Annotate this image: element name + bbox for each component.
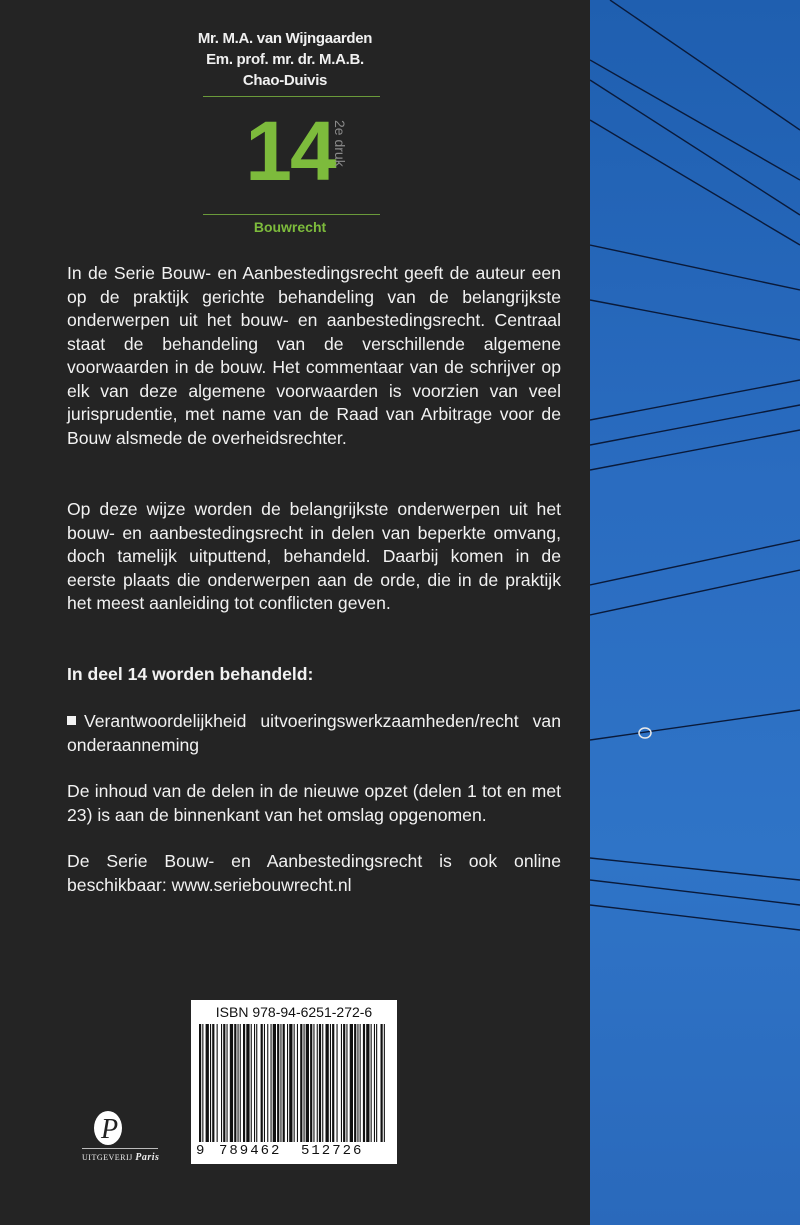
bottom-divider [203,214,380,215]
author-names [180,28,390,91]
paragraph-contents: De inhoud van de delen in de nieuwe opzet (delen 1 tot en met 23) is aan de binnenkant van het omslag opgenomen. [67,781,561,825]
barcode-bar [246,1024,249,1142]
barcode-bar [363,1024,365,1142]
bullet-icon [67,716,76,725]
barcode-bar [256,1024,257,1142]
volume-number: 14 [245,104,335,198]
publisher-logo-icon [82,1108,158,1148]
barcode-bar [230,1024,233,1142]
barcode-bar [376,1024,377,1142]
barcode-bar [341,1024,342,1142]
barcode-bar [217,1024,218,1142]
barcode-bar [337,1024,338,1142]
barcode-bar [304,1024,305,1142]
barcode-bar [317,1024,318,1142]
isbn-barcode [191,1000,397,1164]
barcode-bar [343,1024,345,1142]
barcode-bar [199,1024,201,1142]
paragraph-online: De Serie Bouw- en Aanbestedingsrecht is ook online beschikbaar: www.seriebouwrecht.nl [67,851,561,895]
topics-list [67,710,561,757]
barcode-bar [371,1024,372,1142]
barcode-bar [280,1024,281,1142]
barcode-bar [223,1024,225,1142]
list-item [67,710,561,757]
barcode-bar [300,1024,302,1142]
author-line: Mr. M.A. van Wijngaarden [197,30,373,47]
barcode-bar [289,1024,292,1142]
online-note [67,850,561,897]
series-title: Bouwrecht [253,219,327,235]
description-block [67,262,561,450]
logo-divider [82,1148,158,1149]
power-lines-image [590,0,800,1225]
barcode-bar [326,1024,329,1142]
barcode-bar [357,1024,358,1142]
author-line: Em. prof. mr. dr. M.A.B. [206,51,364,68]
paragraph-intro: In de Serie Bouw- en Aanbestedingsrecht geeft de auteur een op de praktijk gerichte behandeling van de belangrijkste onderwerpen uit het bouw- en aanbestedingsrecht. Centraal staat de behandeling van de verschillende algemene voorwaarden in de bouw. Het commentaar van de schrijver op elk van deze algemene voorwaarden is voorzien van veel jurisprudentie, met name van de Raad van Arbitrage voor de Bouw alsmede de overheidsrechter. [67,263,561,448]
barcode-bar [384,1024,385,1142]
barcode-bar [283,1024,285,1142]
barcode-bar [254,1024,255,1142]
top-divider [203,96,380,97]
svg-text:P: P [101,1114,119,1145]
topic-text: Verantwoordelijkheid uitvoeringswerkzaamheden/recht van onderaanneming [67,711,561,755]
publisher-prefix: UITGEVERIJ [82,1153,133,1162]
barcode-bar [212,1024,214,1142]
topics-heading: In deel 14 worden behandeld: [67,664,314,684]
barcode-bar [210,1024,211,1142]
barcode-bar [251,1024,252,1142]
contents-note [67,780,561,827]
publisher-logo [82,1108,162,1168]
sky-photo [590,0,800,1225]
barcode-bar [277,1024,279,1142]
barcode-bar [267,1024,268,1142]
barcode-bar [366,1024,369,1142]
isbn-label: ISBN 978-94-6251-272-6 [215,1004,373,1020]
barcode-bar [350,1024,353,1142]
author-line: Chao-Duivis [242,72,328,89]
barcode-bar [346,1024,347,1142]
barcode-digits-right: 512726 [301,1143,364,1159]
paragraph-scope: Op deze wijze worden de belangrijkste onderwerpen uit het bouw- en aanbestedingsrecht in delen van beperkte omvang, doch tamelijk uitputtend, behandeld. Daarbij komen in de eerste plaats die onderwerpen aan de orde, die in de praktijk het meest aanleiding tot conflicten geven. [67,499,561,613]
barcode-bar [261,1024,263,1142]
barcode-bar [287,1024,288,1142]
barcode-bar [322,1024,323,1142]
barcode-bar [238,1024,239,1142]
barcode-bar [240,1024,241,1142]
barcode-bar [294,1024,295,1142]
barcode-bar [234,1024,236,1142]
barcode-bar [202,1024,203,1142]
description-block-2 [67,498,561,616]
barcode-bar [306,1024,309,1142]
barcode-bar [332,1024,334,1142]
barcode-bar [310,1024,312,1142]
barcode-bar [313,1024,314,1142]
barcode-bar [374,1024,375,1142]
barcode-bar [273,1024,276,1142]
barcode-bar [271,1024,272,1142]
edition-label: 2e druk [332,120,348,167]
barcode-bar [381,1024,383,1142]
barcode-digits-left: 789462 [219,1143,282,1159]
barcode-bars [199,1024,389,1142]
barcode-bar [243,1024,245,1142]
barcode-bar [319,1024,321,1142]
publisher-brand: Paris [135,1152,160,1163]
barcode-bar [206,1024,209,1142]
barcode-bar [264,1024,265,1142]
barcode-bar [360,1024,361,1142]
barcode-bar [227,1024,228,1142]
barcode-bar [330,1024,331,1142]
barcode-bar [354,1024,356,1142]
barcode-digit-first: 9 [196,1143,205,1159]
publisher-name [82,1152,162,1163]
barcode-bar [221,1024,222,1142]
barcode-bar [297,1024,298,1142]
